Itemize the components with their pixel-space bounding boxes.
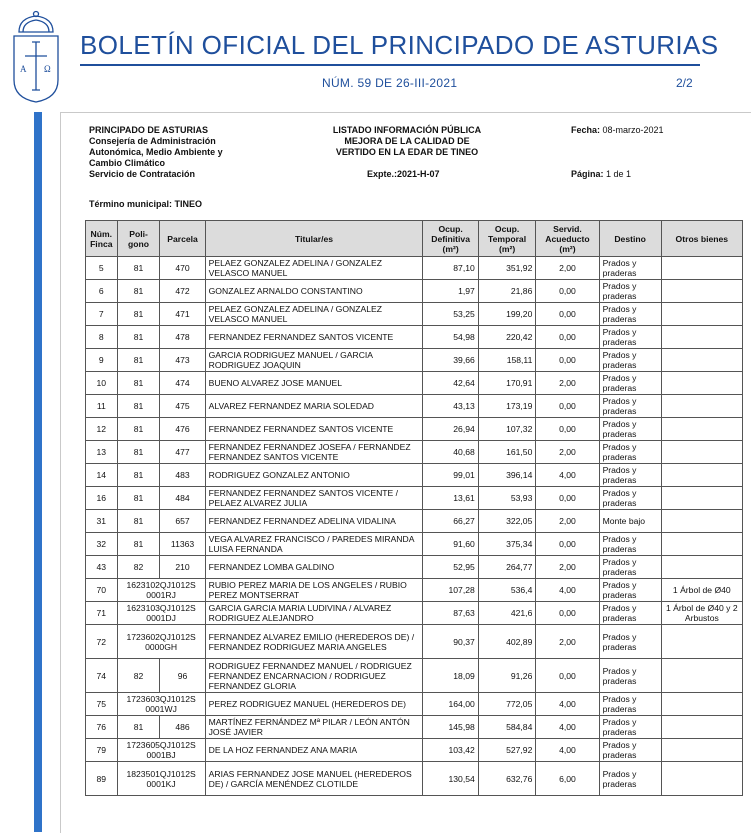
cell-otros-bienes: 1 Árbol de Ø40 — [661, 579, 742, 602]
table-row — [86, 659, 743, 693]
table-row — [86, 487, 743, 510]
table-row — [86, 372, 743, 395]
cell-ocup-temporal: 107,32 — [478, 418, 536, 441]
cell-titular: VEGA ALVAREZ FRANCISCO / PAREDES MIRANDA LUISA FERNANDA — [205, 533, 423, 556]
table-row — [86, 395, 743, 418]
cell-otros-bienes — [661, 556, 742, 579]
cell-parcela: 475 — [160, 395, 205, 418]
cell-parcela: 210 — [160, 556, 205, 579]
fecha — [571, 125, 664, 136]
cell-ocup-definitiva: 87,10 — [423, 257, 478, 280]
cell-destino: Prados y praderas — [599, 716, 661, 739]
cell-poligono: 81 — [117, 280, 160, 303]
bulletin-number: NÚM. 59 DE 26-III-2021 — [322, 76, 458, 90]
cell-ocup-definitiva: 42,64 — [423, 372, 478, 395]
cell-finca: 31 — [86, 510, 118, 533]
cell-ocup-definitiva: 53,25 — [423, 303, 478, 326]
col-parcela: Parcela — [160, 221, 205, 257]
cell-ocup-definitiva: 66,27 — [423, 510, 478, 533]
cell-servid-acueducto: 2,00 — [536, 510, 599, 533]
cell-poligono: 1623103QJ1012S 0001DJ — [117, 602, 205, 625]
cell-otros-bienes — [661, 441, 742, 464]
cell-ocup-temporal: 199,20 — [478, 303, 536, 326]
cell-servid-acueducto: 0,00 — [536, 418, 599, 441]
cell-destino: Prados y praderas — [599, 762, 661, 796]
table-row — [86, 349, 743, 372]
cell-ocup-temporal: 158,11 — [478, 349, 536, 372]
cell-destino: Prados y praderas — [599, 326, 661, 349]
cell-titular: PEREZ RODRIGUEZ MANUEL (HEREDEROS DE) — [205, 693, 423, 716]
cell-ocup-temporal: 402,89 — [478, 625, 536, 659]
cell-finca: 13 — [86, 441, 118, 464]
cell-parcela: 483 — [160, 464, 205, 487]
cell-ocup-temporal: 173,19 — [478, 395, 536, 418]
table-row — [86, 762, 743, 796]
cell-destino: Prados y praderas — [599, 372, 661, 395]
cell-destino: Prados y praderas — [599, 280, 661, 303]
cell-ocup-definitiva: 90,37 — [423, 625, 478, 659]
cell-poligono: 81 — [117, 533, 160, 556]
cell-otros-bienes — [661, 395, 742, 418]
cell-servid-acueducto: 2,00 — [536, 556, 599, 579]
table-row — [86, 556, 743, 579]
cell-parcela: 474 — [160, 372, 205, 395]
cell-ocup-definitiva: 13,61 — [423, 487, 478, 510]
cell-servid-acueducto: 0,00 — [536, 533, 599, 556]
cell-otros-bienes — [661, 533, 742, 556]
cell-servid-acueducto: 0,00 — [536, 602, 599, 625]
cell-ocup-definitiva: 1,97 — [423, 280, 478, 303]
cell-poligono: 82 — [117, 659, 160, 693]
cell-servid-acueducto: 4,00 — [536, 579, 599, 602]
cell-parcela: 657 — [160, 510, 205, 533]
cell-parcela: 484 — [160, 487, 205, 510]
table-row — [86, 625, 743, 659]
cell-ocup-definitiva: 107,28 — [423, 579, 478, 602]
cell-otros-bienes — [661, 326, 742, 349]
cell-titular: GARCIA GARCIA MARIA LUDIVINA / ALVAREZ RODRIGUEZ ALEJANDRO — [205, 602, 423, 625]
cell-servid-acueducto: 2,00 — [536, 441, 599, 464]
table-row — [86, 693, 743, 716]
cell-parcela: 476 — [160, 418, 205, 441]
cell-poligono: 81 — [117, 464, 160, 487]
cell-otros-bienes — [661, 418, 742, 441]
cell-finca: 11 — [86, 395, 118, 418]
cell-titular: FERNANDEZ ALVAREZ EMILIO (HEREDEROS DE) / FERNANDEZ RODRIGUEZ MARIA ANGELES — [205, 625, 423, 659]
cell-titular: ALVAREZ FERNANDEZ MARIA SOLEDAD — [205, 395, 423, 418]
cell-ocup-definitiva: 164,00 — [423, 693, 478, 716]
cell-titular: FERNANDEZ FERNANDEZ ADELINA VIDALINA — [205, 510, 423, 533]
cell-titular: BUENO ALVAREZ JOSE MANUEL — [205, 372, 423, 395]
cell-poligono: 81 — [117, 510, 160, 533]
cell-finca: 70 — [86, 579, 118, 602]
pagina-value: 1 de 1 — [606, 169, 632, 179]
table-row — [86, 510, 743, 533]
table-row — [86, 280, 743, 303]
cell-titular: FERNANDEZ FERNANDEZ SANTOS VICENTE / PELAEZ ALVAREZ JULIA — [205, 487, 423, 510]
cell-ocup-definitiva: 99,01 — [423, 464, 478, 487]
cell-finca: 32 — [86, 533, 118, 556]
cell-finca: 74 — [86, 659, 118, 693]
cell-parcela: 472 — [160, 280, 205, 303]
cell-finca: 7 — [86, 303, 118, 326]
cell-ocup-temporal: 527,92 — [478, 739, 536, 762]
pagina-label: Página: — [571, 169, 604, 179]
cell-servid-acueducto: 4,00 — [536, 716, 599, 739]
cell-finca: 72 — [86, 625, 118, 659]
cell-finca: 76 — [86, 716, 118, 739]
cell-ocup-definitiva: 91,60 — [423, 533, 478, 556]
cell-servid-acueducto: 6,00 — [536, 762, 599, 796]
cell-otros-bienes — [661, 510, 742, 533]
organization-block — [89, 125, 223, 180]
cell-destino: Prados y praderas — [599, 556, 661, 579]
cell-titular: RODRIGUEZ FERNANDEZ MANUEL / RODRIGUEZ FERNANDEZ ENCARNACION / RODRIGUEZ FERNANDEZ GLORIA — [205, 659, 423, 693]
cell-titular: GARCIA RODRIGUEZ MANUEL / GARCIA RODRIGUEZ JOAQUIN — [205, 349, 423, 372]
cell-poligono: 81 — [117, 326, 160, 349]
cell-finca: 9 — [86, 349, 118, 372]
cell-otros-bienes — [661, 257, 742, 280]
listing-title-block — [323, 125, 491, 158]
cell-otros-bienes — [661, 762, 742, 796]
cell-otros-bienes — [661, 625, 742, 659]
cell-finca: 16 — [86, 487, 118, 510]
cell-otros-bienes — [661, 464, 742, 487]
cell-finca: 14 — [86, 464, 118, 487]
cell-otros-bienes — [661, 487, 742, 510]
cell-destino: Prados y praderas — [599, 693, 661, 716]
cell-servid-acueducto: 4,00 — [536, 739, 599, 762]
cell-ocup-definitiva: 26,94 — [423, 418, 478, 441]
cell-servid-acueducto: 2,00 — [536, 257, 599, 280]
cell-poligono: 81 — [117, 257, 160, 280]
table-row — [86, 441, 743, 464]
cell-destino: Prados y praderas — [599, 533, 661, 556]
cell-destino: Prados y praderas — [599, 487, 661, 510]
cell-titular: GONZALEZ ARNALDO CONSTANTINO — [205, 280, 423, 303]
cell-poligono: 81 — [117, 303, 160, 326]
cell-titular: FERNANDEZ FERNANDEZ SANTOS VICENTE — [205, 418, 423, 441]
cell-destino: Prados y praderas — [599, 418, 661, 441]
cell-ocup-temporal: 91,26 — [478, 659, 536, 693]
cell-ocup-temporal: 21,86 — [478, 280, 536, 303]
table-row — [86, 579, 743, 602]
col-titular: Titular/es — [205, 221, 423, 257]
left-margin-bar — [34, 112, 42, 832]
col-poligono: Poli- gono — [117, 221, 160, 257]
cell-poligono: 81 — [117, 372, 160, 395]
cell-titular: PELAEZ GONZALEZ ADELINA / GONZALEZ VELASCO MANUEL — [205, 303, 423, 326]
cell-ocup-temporal: 772,05 — [478, 693, 536, 716]
listing-title-line: VERTIDO EN LA EDAR DE TINEO — [335, 147, 479, 157]
cell-servid-acueducto: 0,00 — [536, 280, 599, 303]
cell-parcela: 96 — [160, 659, 205, 693]
bulletin-page: 2/2 — [676, 76, 693, 90]
table-row — [86, 464, 743, 487]
fecha-value: 08-marzo-2021 — [602, 125, 664, 135]
cell-titular: ARIAS FERNANDEZ JOSE MANUEL (HEREDEROS DE) / GARCÍA MENÉNDEZ CLOTILDE — [205, 762, 423, 796]
cell-otros-bienes — [661, 280, 742, 303]
cell-parcela: 473 — [160, 349, 205, 372]
expediente: Expte.:2021-H-07 — [367, 169, 440, 179]
cell-parcela: 470 — [160, 257, 205, 280]
listing-title-line: LISTADO INFORMACIÓN PÚBLICA — [332, 125, 482, 135]
cell-ocup-temporal: 322,05 — [478, 510, 536, 533]
cell-servid-acueducto: 0,00 — [536, 395, 599, 418]
svg-text:Ω: Ω — [44, 64, 51, 74]
listing-title-line: MEJORA DE LA CALIDAD DE — [344, 136, 470, 146]
table-row — [86, 303, 743, 326]
cell-ocup-definitiva: 40,68 — [423, 441, 478, 464]
cell-ocup-temporal: 161,50 — [478, 441, 536, 464]
termino-municipal: Término municipal: TINEO — [89, 199, 203, 209]
cell-finca: 75 — [86, 693, 118, 716]
fecha-label: Fecha: — [571, 125, 601, 135]
pagina — [571, 169, 631, 180]
cell-finca: 10 — [86, 372, 118, 395]
cell-destino: Prados y praderas — [599, 579, 661, 602]
title-rule — [80, 64, 700, 66]
cell-ocup-definitiva: 18,09 — [423, 659, 478, 693]
cell-titular: DE LA HOZ FERNANDEZ ANA MARIA — [205, 739, 423, 762]
cell-titular: FERNANDEZ LOMBA GALDINO — [205, 556, 423, 579]
cell-servid-acueducto: 2,00 — [536, 372, 599, 395]
cell-titular: RODRIGUEZ GONZALEZ ANTONIO — [205, 464, 423, 487]
cell-servid-acueducto: 0,00 — [536, 303, 599, 326]
org-line: Servicio de Contratación — [89, 169, 196, 179]
cell-servid-acueducto: 0,00 — [536, 349, 599, 372]
cell-ocup-temporal: 375,34 — [478, 533, 536, 556]
cell-otros-bienes — [661, 372, 742, 395]
cell-destino: Prados y praderas — [599, 349, 661, 372]
cell-otros-bienes: 1 Árbol de Ø40 y 2 Arbustos — [661, 602, 742, 625]
cell-destino: Prados y praderas — [599, 441, 661, 464]
cell-servid-acueducto: 0,00 — [536, 326, 599, 349]
col-ocup-temporal: Ocup. Temporal (m²) — [478, 221, 536, 257]
cell-poligono: 81 — [117, 487, 160, 510]
cell-destino: Prados y praderas — [599, 303, 661, 326]
cell-otros-bienes — [661, 693, 742, 716]
cell-finca: 89 — [86, 762, 118, 796]
cell-ocup-definitiva: 43,13 — [423, 395, 478, 418]
cell-ocup-temporal: 170,91 — [478, 372, 536, 395]
cell-destino: Prados y praderas — [599, 659, 661, 693]
cell-ocup-definitiva: 54,98 — [423, 326, 478, 349]
cell-finca: 8 — [86, 326, 118, 349]
listing-document — [60, 112, 751, 833]
cell-poligono: 1723603QJ1012S 0001WJ — [117, 693, 205, 716]
col-otros-bienes: Otros bienes — [661, 221, 742, 257]
table-row — [86, 716, 743, 739]
cell-servid-acueducto: 2,00 — [536, 625, 599, 659]
cell-otros-bienes — [661, 349, 742, 372]
cell-finca: 6 — [86, 280, 118, 303]
cell-destino: Prados y praderas — [599, 395, 661, 418]
cell-servid-acueducto: 0,00 — [536, 659, 599, 693]
svg-text:A: A — [20, 64, 27, 74]
cell-finca: 43 — [86, 556, 118, 579]
col-servid-acueducto: Servid. Acueducto (m²) — [536, 221, 599, 257]
asturias-crest-logo — [11, 10, 61, 104]
col-ocup-definitiva: Ocup. Definitiva (m²) — [423, 221, 478, 257]
cell-servid-acueducto: 0,00 — [536, 487, 599, 510]
cell-destino: Prados y praderas — [599, 739, 661, 762]
org-line: Cambio Climático — [89, 158, 166, 168]
cell-ocup-definitiva: 145,98 — [423, 716, 478, 739]
cell-poligono: 81 — [117, 395, 160, 418]
cell-poligono: 82 — [117, 556, 160, 579]
cell-otros-bienes — [661, 303, 742, 326]
col-destino: Destino — [599, 221, 661, 257]
cell-servid-acueducto: 4,00 — [536, 464, 599, 487]
cell-poligono: 1723602QJ1012S 0000GH — [117, 625, 205, 659]
cell-ocup-temporal: 632,76 — [478, 762, 536, 796]
cell-finca: 12 — [86, 418, 118, 441]
cell-poligono: 1723605QJ1012S 0001BJ — [117, 739, 205, 762]
cell-poligono: 81 — [117, 418, 160, 441]
cell-ocup-definitiva: 103,42 — [423, 739, 478, 762]
cell-ocup-temporal: 351,92 — [478, 257, 536, 280]
cell-poligono: 1623102QJ1012S 0001RJ — [117, 579, 205, 602]
cell-titular: MARTÍNEZ FERNÁNDEZ Mª PILAR / LEÓN ANTÓN JOSÉ JAVIER — [205, 716, 423, 739]
cell-ocup-temporal: 536,4 — [478, 579, 536, 602]
cell-ocup-definitiva: 39,66 — [423, 349, 478, 372]
cell-destino: Prados y praderas — [599, 464, 661, 487]
table-row — [86, 533, 743, 556]
cell-titular: FERNANDEZ FERNANDEZ SANTOS VICENTE — [205, 326, 423, 349]
cell-ocup-temporal: 53,93 — [478, 487, 536, 510]
cell-titular: RUBIO PEREZ MARIA DE LOS ANGELES / RUBIO PEREZ MONTSERRAT — [205, 579, 423, 602]
cell-ocup-definitiva: 87,63 — [423, 602, 478, 625]
cell-finca: 79 — [86, 739, 118, 762]
cell-poligono: 81 — [117, 441, 160, 464]
table-row — [86, 739, 743, 762]
org-line: Consejería de Administración — [89, 136, 216, 146]
cell-ocup-temporal: 584,84 — [478, 716, 536, 739]
cell-ocup-definitiva: 52,95 — [423, 556, 478, 579]
cell-parcela: 486 — [160, 716, 205, 739]
col-finca: Núm. Finca — [86, 221, 118, 257]
cell-otros-bienes — [661, 739, 742, 762]
cell-poligono: 1823501QJ1012S 0001KJ — [117, 762, 205, 796]
cell-ocup-temporal: 220,42 — [478, 326, 536, 349]
cell-destino: Prados y praderas — [599, 625, 661, 659]
cell-ocup-definitiva: 130,54 — [423, 762, 478, 796]
table-row — [86, 418, 743, 441]
cell-parcela: 471 — [160, 303, 205, 326]
org-line: PRINCIPADO DE ASTURIAS — [89, 125, 209, 135]
parcels-table — [85, 220, 743, 796]
cell-parcela: 477 — [160, 441, 205, 464]
cell-ocup-temporal: 421,6 — [478, 602, 536, 625]
table-row — [86, 257, 743, 280]
cell-destino: Monte bajo — [599, 510, 661, 533]
table-row — [86, 326, 743, 349]
cell-poligono: 81 — [117, 716, 160, 739]
cell-titular: FERNANDEZ FERNANDEZ JOSEFA / FERNANDEZ FERNANDEZ SANTOS VICENTE — [205, 441, 423, 464]
bulletin-title: BOLETÍN OFICIAL DEL PRINCIPADO DE ASTURIAS — [80, 30, 719, 60]
cell-destino: Prados y praderas — [599, 602, 661, 625]
cell-servid-acueducto: 4,00 — [536, 693, 599, 716]
cell-otros-bienes — [661, 659, 742, 693]
table-row — [86, 602, 743, 625]
cell-finca: 5 — [86, 257, 118, 280]
table-header-row — [86, 221, 743, 257]
cell-finca: 71 — [86, 602, 118, 625]
cell-parcela: 478 — [160, 326, 205, 349]
cell-poligono: 81 — [117, 349, 160, 372]
cell-titular: PELAEZ GONZALEZ ADELINA / GONZALEZ VELASCO MANUEL — [205, 257, 423, 280]
cell-ocup-temporal: 396,14 — [478, 464, 536, 487]
cell-otros-bienes — [661, 716, 742, 739]
cell-destino: Prados y praderas — [599, 257, 661, 280]
cell-ocup-temporal: 264,77 — [478, 556, 536, 579]
org-line: Autonómica, Medio Ambiente y — [89, 147, 223, 157]
cell-parcela: 11363 — [160, 533, 205, 556]
